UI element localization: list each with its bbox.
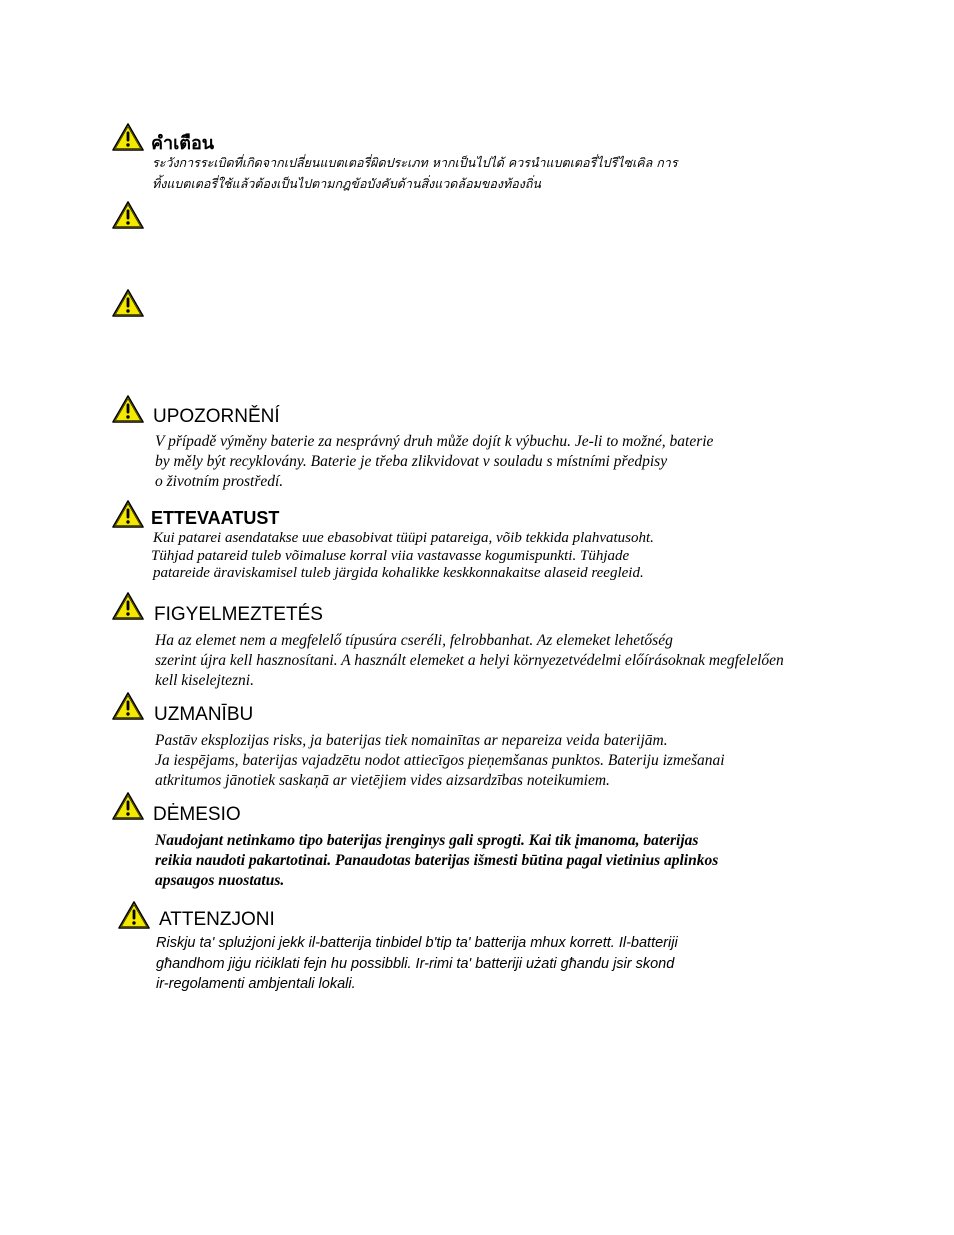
warning-text-line: Naudojant netinkamo tipo baterijas įrenginys gali sprogti. Kai tik įmanoma, baterijas — [155, 832, 699, 849]
warning-text — [155, 731, 725, 791]
warning-text-line: ระวังการระเบิดที่เกิดจากเปลี่ยนแบตเตอรี่ผิดประเภท หากเป็นไปได้ ควรนำแบตเตอรี่ไปรีไซเคิล การ — [152, 155, 678, 170]
warning-text-line: atkritumos jānotiek saskaņā ar vietējiem vides aizsardzības noteikumiem. — [155, 772, 610, 789]
warning-triangle-icon — [117, 900, 151, 930]
warning-text-line: patareide äraviskamisel tuleb järgida kohalikke keskkonnakaitse alaseid reegleid. — [153, 565, 644, 581]
warning-text-line: V případě výměny baterie za nesprávný druh může dojít k výbuchu. Je-li to možné, baterie — [155, 433, 714, 450]
warning-text-line: Ja iespējams, baterijas vajadzētu nodot attiecīgos pieņemšanas punktos. Bateriju izmešanai — [155, 752, 725, 769]
warning-triangle-icon — [111, 591, 145, 621]
warning-text-line: Tühjad patareid tuleb võimaluse korral viia vastavasse kogumispunkti. Tühjade — [151, 547, 630, 564]
warning-triangle-icon — [111, 394, 145, 424]
warning-triangle-icon — [111, 200, 145, 230]
warning-heading: UZMANĪBU — [154, 704, 254, 725]
warning-triangle-icon — [111, 791, 145, 821]
warning-text-line: kell kiselejtezni. — [155, 672, 254, 689]
warning-text — [153, 530, 654, 583]
warning-text-line: għandhom jiġu riċiklati fejn hu possibbli. Ir-rimi ta' batteriji użati għandu jsir skond — [156, 955, 675, 972]
warning-triangle-icon — [111, 499, 145, 529]
warning-text-line: ทิ้งแบตเตอรี่ใช้แล้วต้องเป็นไปตามกฎข้อบังคับด้านสิ่งแวดล้อมของท้องถิ่น — [152, 176, 541, 191]
warning-triangle-icon — [111, 288, 145, 318]
warning-heading: คำเตือน — [151, 133, 215, 154]
warning-text — [155, 631, 784, 691]
warning-text — [152, 152, 678, 194]
warning-heading: UPOZORNĚNÍ — [153, 406, 280, 427]
warning-text-line: szerint újra kell hasznosítani. A használt elemeket a helyi környezetvédelmi előírásoknak megfelelően — [155, 652, 784, 669]
warning-text — [155, 432, 713, 492]
warning-text-line: Ha az elemet nem a megfelelő típusúra cseréli, felrobbanhat. Az elemeket lehetőség — [155, 632, 673, 649]
warning-heading: ATTENZJONI — [159, 909, 275, 930]
warning-heading: ETTEVAATUST — [151, 508, 280, 528]
warning-text-line: Pastāv eksplozijas risks, ja baterijas tiek nomainītas ar nepareiza veida baterijām. — [155, 732, 668, 749]
warning-heading: FIGYELMEZTETÉS — [154, 604, 323, 625]
warning-text-line: Riskju ta' splużjoni jekk il-batterija tinbidel b'tip ta' batterija mhux korrett. Il-batteriji — [156, 935, 678, 951]
warning-heading: DĖMESIO — [153, 804, 241, 825]
warning-triangle-icon — [111, 691, 145, 721]
warning-text-line: Kui patarei asendatakse uue ebasobivat tüüpi patareiga, võib tekkida plahvatusoht. — [153, 530, 654, 546]
warning-text-line: o životním prostředí. — [155, 473, 284, 490]
warning-text-line: by měly být recyklovány. Baterie je třeba zlikvidovat v souladu s místními předpisy — [155, 453, 668, 470]
warning-text — [155, 831, 718, 891]
warning-triangle-icon — [111, 122, 145, 152]
warning-text-line: ir-regolamenti ambjentali lokali. — [156, 976, 356, 992]
warning-text-line: apsaugos nuostatus. — [155, 872, 285, 889]
warning-text — [156, 933, 678, 995]
warning-text-line: reikia naudoti pakartotinai. Panaudotas baterijas išmesti būtina pagal vietinius aplinkos — [155, 852, 719, 869]
